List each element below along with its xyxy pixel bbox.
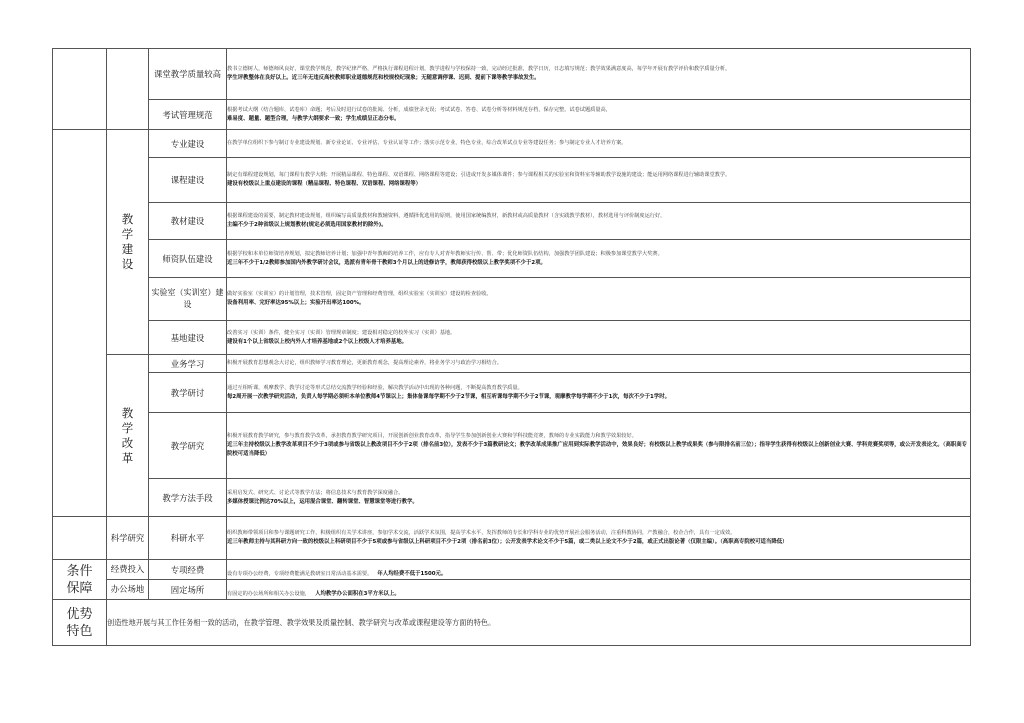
item-content <box>227 130 971 158</box>
table-row <box>53 600 971 646</box>
table-row <box>53 355 971 373</box>
category-teaching-reform: 教 学 改 革 <box>107 355 149 517</box>
item-name: 教学方法手段 <box>149 479 227 517</box>
item-name: 专项经费 <box>149 560 227 580</box>
table-row <box>53 203 971 240</box>
item-requirement: 多媒体授课比例达70%以上，运用混合课堂、翻转课堂、智慧课堂等进行教学。 <box>227 498 418 505</box>
item-description: 积极开展教育思想观念大讨论，组织教师学习教育理论，更新教育观念，提高理论素养，将业务学习与政治学习相结合。 <box>227 360 502 366</box>
table-row <box>53 413 971 479</box>
item-description: 制定有课程建设规划，每门课程有教学大纲；开展精品课程、特色课程、双语课程、网络课程等建设；引进或开发多媒体课件；参与课程相关的实验室和资料室等辅助教学设施的建设；能运用网络课程进行辅助课堂教学。 <box>227 172 731 178</box>
item-requirement: 建设有1个以上省级以上校内外人才培养基地或2个以上校级人才培养基地。 <box>227 338 408 345</box>
item-description: 根据课程建设的需要，制定教材建设规划，组织编写高质量教材和教辅资料，遵循择优选用的原则，使用国家统编教材，新教材或高质量教材（含实践教学教材），教材选用与评价制度运行好， <box>227 213 666 219</box>
item-requirement: 学生评教整体在良好以上。近三年无违反高校教师职业道德规范和校规校纪现象；无随意调停课、迟到、提前下课等教学事故发生。 <box>227 75 540 81</box>
item-name: 课程建设 <box>149 158 227 203</box>
item-requirement: 每2周开展一次教学研究活动，负责人每学期必须听本单位教师4节课以上；集体备课每学期不少于2节课，相互听课每学期不少于2节课，观摩教学每学期不少于1次，每次不少于1学时。 <box>227 393 670 400</box>
item-description: 根据考试大纲（结合题库，试卷库）命题；考后及时进行试卷的批阅、分析，成绩登录无误；考试试卷、答卷、试卷分析等材料规范存档，保存完整。试卷试题质量高， <box>227 106 611 113</box>
item-requirement: 年人均经费不低于1500元。 <box>377 571 447 577</box>
item-content <box>227 203 971 240</box>
item-content <box>227 100 971 130</box>
table-row <box>53 580 971 600</box>
table-row <box>53 373 971 413</box>
item-name: 专业建设 <box>149 130 227 158</box>
item-requirement: 主编不少于2种省级以上规划教材(规定必须选用国家教材的除外)。 <box>227 222 387 228</box>
item-name: 师资队伍建设 <box>149 240 227 278</box>
item-name: 业务学习 <box>149 355 227 373</box>
advantage-description: 创造性地开展与其工作任务相一致的活动，在教学管理、教学效果及质量控制、教学研究与改革或课程建设等方面的特色。 <box>107 600 971 646</box>
table-row <box>53 560 971 580</box>
item-name: 课堂教学质量较高 <box>149 49 227 100</box>
item-content <box>227 278 971 321</box>
item-content <box>227 49 971 100</box>
category-cell-research-left <box>53 517 107 560</box>
item-content <box>227 560 971 580</box>
item-description: 做好实验室（实训室）的计划管理，技术管理，固定资产管理和经费管理，组织实验室（实训室）建设的检查验收。 <box>227 291 492 297</box>
category-cell-top <box>53 49 107 130</box>
item-requirement: 人均教学办公面积在3平方米以上。 <box>315 591 400 597</box>
item-description: 积极开展教育教学研究，参与教育教学改革，承担教育教学研究项目，开展创新创业教育改革，指导学生参加创新创业大赛和学科技能竞赛，教师的专业实践能力和教学效果较好。 <box>227 433 637 439</box>
category-funding: 经费投入 <box>107 560 149 580</box>
item-name: 教学研究 <box>149 413 227 479</box>
item-name: 科研水平 <box>149 517 227 560</box>
table-row <box>53 130 971 158</box>
category-advantage: 优势 特色 <box>53 600 107 646</box>
item-content <box>227 240 971 278</box>
item-content <box>227 355 971 373</box>
table-row <box>53 240 971 278</box>
table-row <box>53 479 971 517</box>
table-row <box>53 49 971 100</box>
table-row <box>53 100 971 130</box>
item-name: 基地建设 <box>149 321 227 355</box>
item-content <box>227 373 971 413</box>
item-requirement: 难易度、题量、题型合理，与教学大纲要求一致；学生成绩呈正态分布。 <box>227 115 400 122</box>
category-cell-teaching <box>53 130 107 517</box>
item-requirement: 近三年主持校级以上教学改革项目不少于3项或参与省级以上教改项目不少于2项（排名前3位），发表不少于3篇教研论文；教学改革成果推广应用到实际教学活动中，效果良好；有校级以上教学成果奖（参与限排名前三位）；指导学生获得有校级以上创新创业大赛、学科竞赛奖项等，或公开发表论文。（高职高专院校可适当降低） <box>227 442 968 457</box>
item-content <box>227 158 971 203</box>
item-content <box>227 580 971 600</box>
item-name: 教学研讨 <box>149 373 227 413</box>
item-content <box>227 479 971 517</box>
item-name: 教材建设 <box>149 203 227 240</box>
item-requirement: 近三年教师主持与其科研方向一致的校级以上科研项目不少于5项或参与省级以上科研项目不少于2项（排名前3位）；公开发表学术论文不少于5篇，或二类以上论文不少于2篇，或正式出版论著（仅限主编）。（高职高专院校可适当降低） <box>227 539 788 545</box>
table-row <box>53 517 971 560</box>
table-row <box>53 158 971 203</box>
item-content <box>227 321 971 355</box>
item-description: 组织教师带领项目和参与课题研究工作，积极组织有关学术讲座，参加学术交流，活跃学术氛围，提高学术水平，发挥教师的专长和学科专业的优势开展社会服务活动，注重科教协同，产教融合，校企合作，具有一定成效。 <box>227 530 736 536</box>
item-description: 在教学单位组织下参与制订专业建设规划、新专业论证、专业评估、专业认证等工作；落实示范专业，特色专业，综合改革试点专业等建设任务；参与制定专业人才培养方案。 <box>227 140 627 146</box>
item-content <box>227 517 971 560</box>
item-description: 设有专项办公经费，专项经费能满足教研室日常活动基本需要。 <box>227 571 373 577</box>
item-name: 固定场所 <box>149 580 227 600</box>
item-description: 根据学校和本单位师资培养规划，拟定教师培养计划；加强中青年教师的培养工作，应有专人对青年教师实行传、帮、带；优化师资队伍结构，加强教学团队建设；积极参加课堂教学大奖赛。 <box>227 250 663 257</box>
category-conditions: 条件 保障 <box>53 560 107 600</box>
item-description: 教书立德树人，师德师风良好，课堂教学规范，教学纪律严格，严格执行课程进程计划，教学进程与学校保持一致，完动经过批准，教学日历，日志填写规范；教学效果满意度高，每学年开展有教学评价和教学质量分析。 <box>227 66 731 72</box>
item-name: 考试管理规范 <box>149 100 227 130</box>
item-content <box>227 413 971 479</box>
category-teaching-construction: 教 学 建 设 <box>107 130 149 355</box>
item-requirement: 设备利用率、完好率达95%以上；实验开出率达100%。 <box>227 300 365 306</box>
table-row <box>53 321 971 355</box>
item-requirement: 近三年不少于1/2教师参加国内外教学研讨会议，选派有青年骨干教师3个月以上的进修访学，教师获得校级以上教学奖项不少于2项。 <box>227 259 546 266</box>
item-description: 有固定的办公场所和相关办公设施， <box>227 591 311 597</box>
item-description: 采用启发式、研究式、讨论式等教学方法；将信息技术与教育教学深度融合。 <box>227 489 404 496</box>
table-row <box>53 278 971 321</box>
standards-table <box>52 48 971 646</box>
item-description: 改善实习（实训）条件，健全实习（实训）管理规章制度；建设相对稳定的校外实习（实训）基地。 <box>227 329 456 336</box>
subcategory-cell-top <box>107 49 149 130</box>
category-research: 科学研究 <box>107 517 149 560</box>
category-office: 办公场地 <box>107 580 149 600</box>
item-name: 实验室（实训室）建设 <box>149 278 227 321</box>
item-description: 通过互相听课，观摩教学、教学讨论等形式总结交流教学经验和经验，解决教学活动中出现的各种问题，不断提高教育教学质量。 <box>227 384 523 391</box>
item-requirement: 建设有校级以上重点建设的课程（精品课程、特色课程、双语课程、网络课程等） <box>227 181 422 187</box>
